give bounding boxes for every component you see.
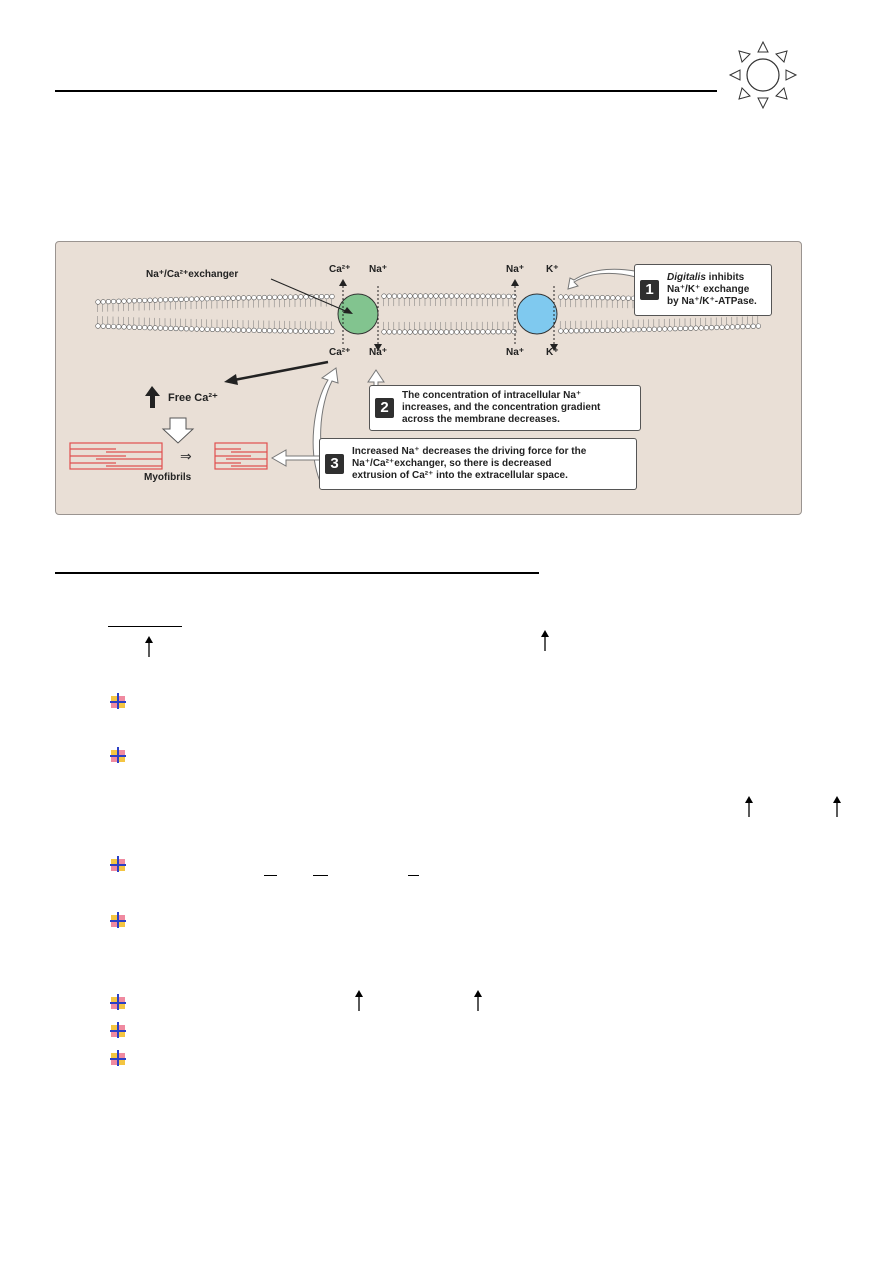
lipid-head <box>569 295 574 300</box>
callout-2-text: The concentration of intracellular Na⁺ increases, and the concentration gradient across the membrane decreases. <box>402 390 601 425</box>
lipid-head <box>637 327 642 332</box>
lipid-head <box>730 325 735 330</box>
lipid-head <box>262 328 267 333</box>
lipid-head <box>605 328 610 333</box>
myofibrils-label: Myofibrils <box>144 472 192 483</box>
lipid-head <box>236 296 241 301</box>
lipid-head <box>403 294 408 299</box>
lipid-head <box>455 294 460 299</box>
lipid-head <box>507 294 512 299</box>
lipid-head <box>423 294 428 299</box>
bullet-icon <box>109 692 127 710</box>
lipid-head <box>189 297 194 302</box>
lipid-head <box>574 329 579 334</box>
lipid-head <box>392 330 397 335</box>
lipid-head <box>273 295 278 300</box>
lipid-head <box>195 297 200 302</box>
lipid-head <box>616 328 621 333</box>
lipid-head <box>179 326 184 331</box>
up-arrow-icon <box>144 636 154 658</box>
lipid-head <box>626 296 631 301</box>
lipid-head <box>475 330 480 335</box>
lipid-head <box>507 329 512 334</box>
na-out-arrow <box>511 279 519 286</box>
ca-out-arrow <box>339 279 347 286</box>
overline-mark <box>264 875 277 876</box>
header-rule <box>55 90 717 92</box>
lipid-head <box>283 295 288 300</box>
lipid-head <box>590 295 595 300</box>
lipid-head <box>397 330 402 335</box>
lipid-head <box>267 295 272 300</box>
lipid-head <box>221 327 226 332</box>
lipid-head <box>169 326 174 331</box>
lipid-head <box>663 327 668 332</box>
lipid-head <box>226 327 231 332</box>
myofibrils-left <box>70 443 162 469</box>
lipid-head <box>163 326 168 331</box>
lipid-head <box>621 328 626 333</box>
lipid-head <box>579 295 584 300</box>
lipid-head <box>595 295 600 300</box>
lipid-head <box>455 330 460 335</box>
lipid-head <box>564 295 569 300</box>
lipid-head <box>694 326 699 331</box>
lipid-head <box>439 330 444 335</box>
up-arrow-icon <box>744 796 754 818</box>
lipid-head <box>647 327 652 332</box>
lipid-head <box>262 295 267 300</box>
lipid-head <box>715 325 720 330</box>
lipid-head <box>169 297 174 302</box>
lipid-head <box>257 328 262 333</box>
lipid-head <box>735 324 740 329</box>
lipid-head <box>475 294 480 299</box>
lipid-head <box>595 328 600 333</box>
lipid-head <box>210 327 215 332</box>
lipid-head <box>434 330 439 335</box>
lipid-head <box>460 294 465 299</box>
lipid-head <box>626 328 631 333</box>
lipid-head <box>496 329 501 334</box>
lipid-head <box>231 296 236 301</box>
lipid-head <box>278 328 283 333</box>
na-ca-exchanger-channel <box>338 294 378 334</box>
lipid-head <box>387 330 392 335</box>
lipid-head <box>439 294 444 299</box>
callout-2 <box>369 385 641 431</box>
lipid-head <box>314 329 319 334</box>
lipid-head <box>304 329 309 334</box>
lipid-head <box>221 296 226 301</box>
lipid-head <box>143 298 148 303</box>
lipid-head <box>252 328 257 333</box>
up-arrow-icon <box>354 990 364 1012</box>
lipid-head <box>751 324 756 329</box>
lipid-head <box>600 328 605 333</box>
myofibrils-right <box>215 443 267 469</box>
lipid-head <box>491 329 496 334</box>
lipid-head <box>720 325 725 330</box>
bullet-icon <box>109 1021 127 1039</box>
lipid-head <box>585 295 590 300</box>
sun-icon <box>728 40 798 110</box>
lipid-head <box>652 327 657 332</box>
up-arrow-icon <box>832 796 842 818</box>
lipid-head <box>465 294 470 299</box>
lipid-head <box>148 325 153 330</box>
lipid-head <box>325 294 330 299</box>
lipid-head <box>122 299 127 304</box>
lipid-head <box>444 294 449 299</box>
lipid-head <box>200 297 205 302</box>
lipid-head <box>621 296 626 301</box>
lipid-head <box>273 328 278 333</box>
lipid-head <box>501 329 506 334</box>
lipid-head <box>215 296 220 301</box>
lipid-head <box>111 324 116 329</box>
lipid-head <box>241 328 246 333</box>
increase-arrow-icon <box>145 386 160 408</box>
section-rule <box>55 572 539 574</box>
lipid-head <box>158 298 163 303</box>
bullet-icon <box>109 746 127 764</box>
lipid-head <box>611 296 616 301</box>
lipid-head <box>418 330 423 335</box>
up-arrow-icon <box>540 630 550 652</box>
lipid-head <box>299 329 304 334</box>
lipid-head <box>673 326 678 331</box>
lipid-head <box>319 294 324 299</box>
bullet-icon <box>109 1049 127 1067</box>
lipid-head <box>605 295 610 300</box>
lipid-head <box>449 294 454 299</box>
lipid-head <box>501 294 506 299</box>
callout-3-number: 3 <box>325 454 344 474</box>
lipid-head <box>231 328 236 333</box>
lipid-head <box>267 328 272 333</box>
lipid-head <box>137 325 142 330</box>
lipid-head <box>288 295 293 300</box>
lipid-head <box>127 299 132 304</box>
lipid-head <box>689 326 694 331</box>
lipid-head <box>574 295 579 300</box>
lipid-head <box>449 330 454 335</box>
lipid-head <box>205 296 210 301</box>
ion-label-na-top-pump: Na⁺ <box>506 264 525 275</box>
lipid-head <box>117 299 122 304</box>
ion-label-na-top: Na⁺ <box>369 264 388 275</box>
lipid-head <box>106 324 111 329</box>
callout-3-text: Increased Na⁺ decreases the driving force for the Na⁺/Ca²⁺exchanger, so there is decreased extrusion of Ca²⁺ into the extracellular space. <box>352 446 587 481</box>
lipid-head <box>559 295 564 300</box>
lipid-head <box>205 327 210 332</box>
lipid-head <box>413 294 418 299</box>
lipid-head <box>127 325 132 330</box>
lipid-head <box>132 325 137 330</box>
ion-label-na-bottom-pump: Na⁺ <box>506 347 525 358</box>
lipid-head <box>137 298 142 303</box>
lipid-head <box>678 326 683 331</box>
lipid-head <box>174 326 179 331</box>
lipid-head <box>96 300 101 305</box>
lipid-head <box>143 325 148 330</box>
bullet-icon <box>109 911 127 929</box>
lipid-head <box>585 328 590 333</box>
lipid-head <box>215 327 220 332</box>
lipid-head <box>403 330 408 335</box>
lipid-head <box>293 329 298 334</box>
bullet-icon <box>109 993 127 1011</box>
lipid-head <box>153 298 158 303</box>
lipid-head <box>153 326 158 331</box>
svg-text:⇒: ⇒ <box>180 449 192 465</box>
lipid-head <box>559 329 564 334</box>
lipid-head <box>741 324 746 329</box>
lipid-head <box>496 294 501 299</box>
lipid-head <box>465 330 470 335</box>
lipid-head <box>709 325 714 330</box>
lipid-head <box>257 295 262 300</box>
lipid-head <box>148 298 153 303</box>
lipid-head <box>512 329 517 334</box>
lipid-head <box>163 297 168 302</box>
lipid-head <box>278 295 283 300</box>
na-k-atpase-channel <box>517 294 557 334</box>
lipid-head <box>132 298 137 303</box>
callout-1-number: 1 <box>640 280 659 300</box>
lipid-head <box>486 294 491 299</box>
callout-1-italic: Digitalis <box>667 272 706 283</box>
lipid-head <box>226 296 231 301</box>
callout-1 <box>634 264 772 316</box>
lipid-head <box>325 329 330 334</box>
lipid-head <box>756 324 761 329</box>
lipid-head <box>179 297 184 302</box>
lipid-head <box>668 327 673 332</box>
lipid-head <box>330 294 335 299</box>
lipid-head <box>746 324 751 329</box>
lipid-head <box>111 299 116 304</box>
lipid-head <box>106 299 111 304</box>
overline-mark <box>313 875 328 876</box>
ion-label-k-bottom: K⁺ <box>546 347 559 358</box>
up-arrow-icon <box>473 990 483 1012</box>
lipid-head <box>564 329 569 334</box>
lipid-head <box>444 330 449 335</box>
lipid-head <box>392 294 397 299</box>
callout-1-text <box>667 272 767 308</box>
digitalis-mechanism-figure <box>55 241 802 515</box>
lipid-head <box>725 325 730 330</box>
lipid-head <box>309 329 314 334</box>
free-ca-label: Free Ca²⁺ <box>168 392 218 404</box>
lipid-head <box>195 327 200 332</box>
down-block-arrow <box>163 418 193 443</box>
exchanger-label: Na⁺/Ca²⁺exchanger <box>146 269 239 280</box>
lipid-head <box>481 294 486 299</box>
lipid-head <box>470 294 475 299</box>
lipid-head <box>319 329 324 334</box>
lipid-head <box>657 327 662 332</box>
lipid-head <box>429 330 434 335</box>
lipid-head <box>486 330 491 335</box>
lipid-head <box>247 328 252 333</box>
lipid-head <box>631 327 636 332</box>
short-underline <box>108 626 182 627</box>
lipid-head <box>122 325 127 330</box>
lipid-head <box>158 326 163 331</box>
lipid-head <box>413 330 418 335</box>
lipid-head <box>397 294 402 299</box>
lipid-head <box>387 294 392 299</box>
lipid-head <box>101 324 106 329</box>
lipid-head <box>491 294 496 299</box>
lipid-head <box>101 300 106 305</box>
lipid-head <box>184 326 189 331</box>
callout-1-body: inhibits Na⁺/K⁺ exchange by Na⁺/K⁺-ATPase. <box>667 272 757 307</box>
lipid-head <box>382 330 387 335</box>
lipid-head <box>236 328 241 333</box>
lipid-head <box>481 330 486 335</box>
lipid-head <box>241 296 246 301</box>
overline-mark <box>408 875 419 876</box>
lipid-head <box>683 326 688 331</box>
ion-label-k-top: K⁺ <box>546 264 559 275</box>
lipid-head <box>382 294 387 299</box>
lipid-head <box>288 329 293 334</box>
ion-label-ca-bottom: Ca²⁺ <box>329 347 351 358</box>
lipid-head <box>616 296 621 301</box>
lipid-head <box>434 294 439 299</box>
lipid-head <box>210 296 215 301</box>
lipid-head <box>189 327 194 332</box>
lipid-head <box>600 295 605 300</box>
lipid-head <box>96 324 101 329</box>
lipid-head <box>429 294 434 299</box>
lipid-head <box>330 329 335 334</box>
lipid-head <box>408 330 413 335</box>
callout-3 <box>319 438 637 490</box>
lipid-head <box>704 325 709 330</box>
lipid-head <box>423 330 428 335</box>
lipid-head <box>590 328 595 333</box>
lipid-head <box>283 329 288 334</box>
ion-label-ca-top: Ca²⁺ <box>329 264 351 275</box>
callout-2-number: 2 <box>375 398 394 418</box>
lipid-head <box>252 295 257 300</box>
lipid-head <box>184 297 189 302</box>
lipid-head <box>117 324 122 329</box>
lipid-head <box>470 330 475 335</box>
ion-label-na-bottom: Na⁺ <box>369 347 388 358</box>
bullet-icon <box>109 855 127 873</box>
lipid-head <box>611 328 616 333</box>
lipid-head <box>174 297 179 302</box>
lipid-head <box>293 295 298 300</box>
lipid-head <box>299 295 304 300</box>
lipid-head <box>200 327 205 332</box>
lipid-head <box>569 329 574 334</box>
lipid-head <box>408 294 413 299</box>
lipid-head <box>460 330 465 335</box>
lipid-head <box>247 295 252 300</box>
lipid-head <box>699 326 704 331</box>
lipid-head <box>642 327 647 332</box>
lipid-head <box>579 328 584 333</box>
lipid-head <box>512 294 517 299</box>
lipid-head <box>418 294 423 299</box>
